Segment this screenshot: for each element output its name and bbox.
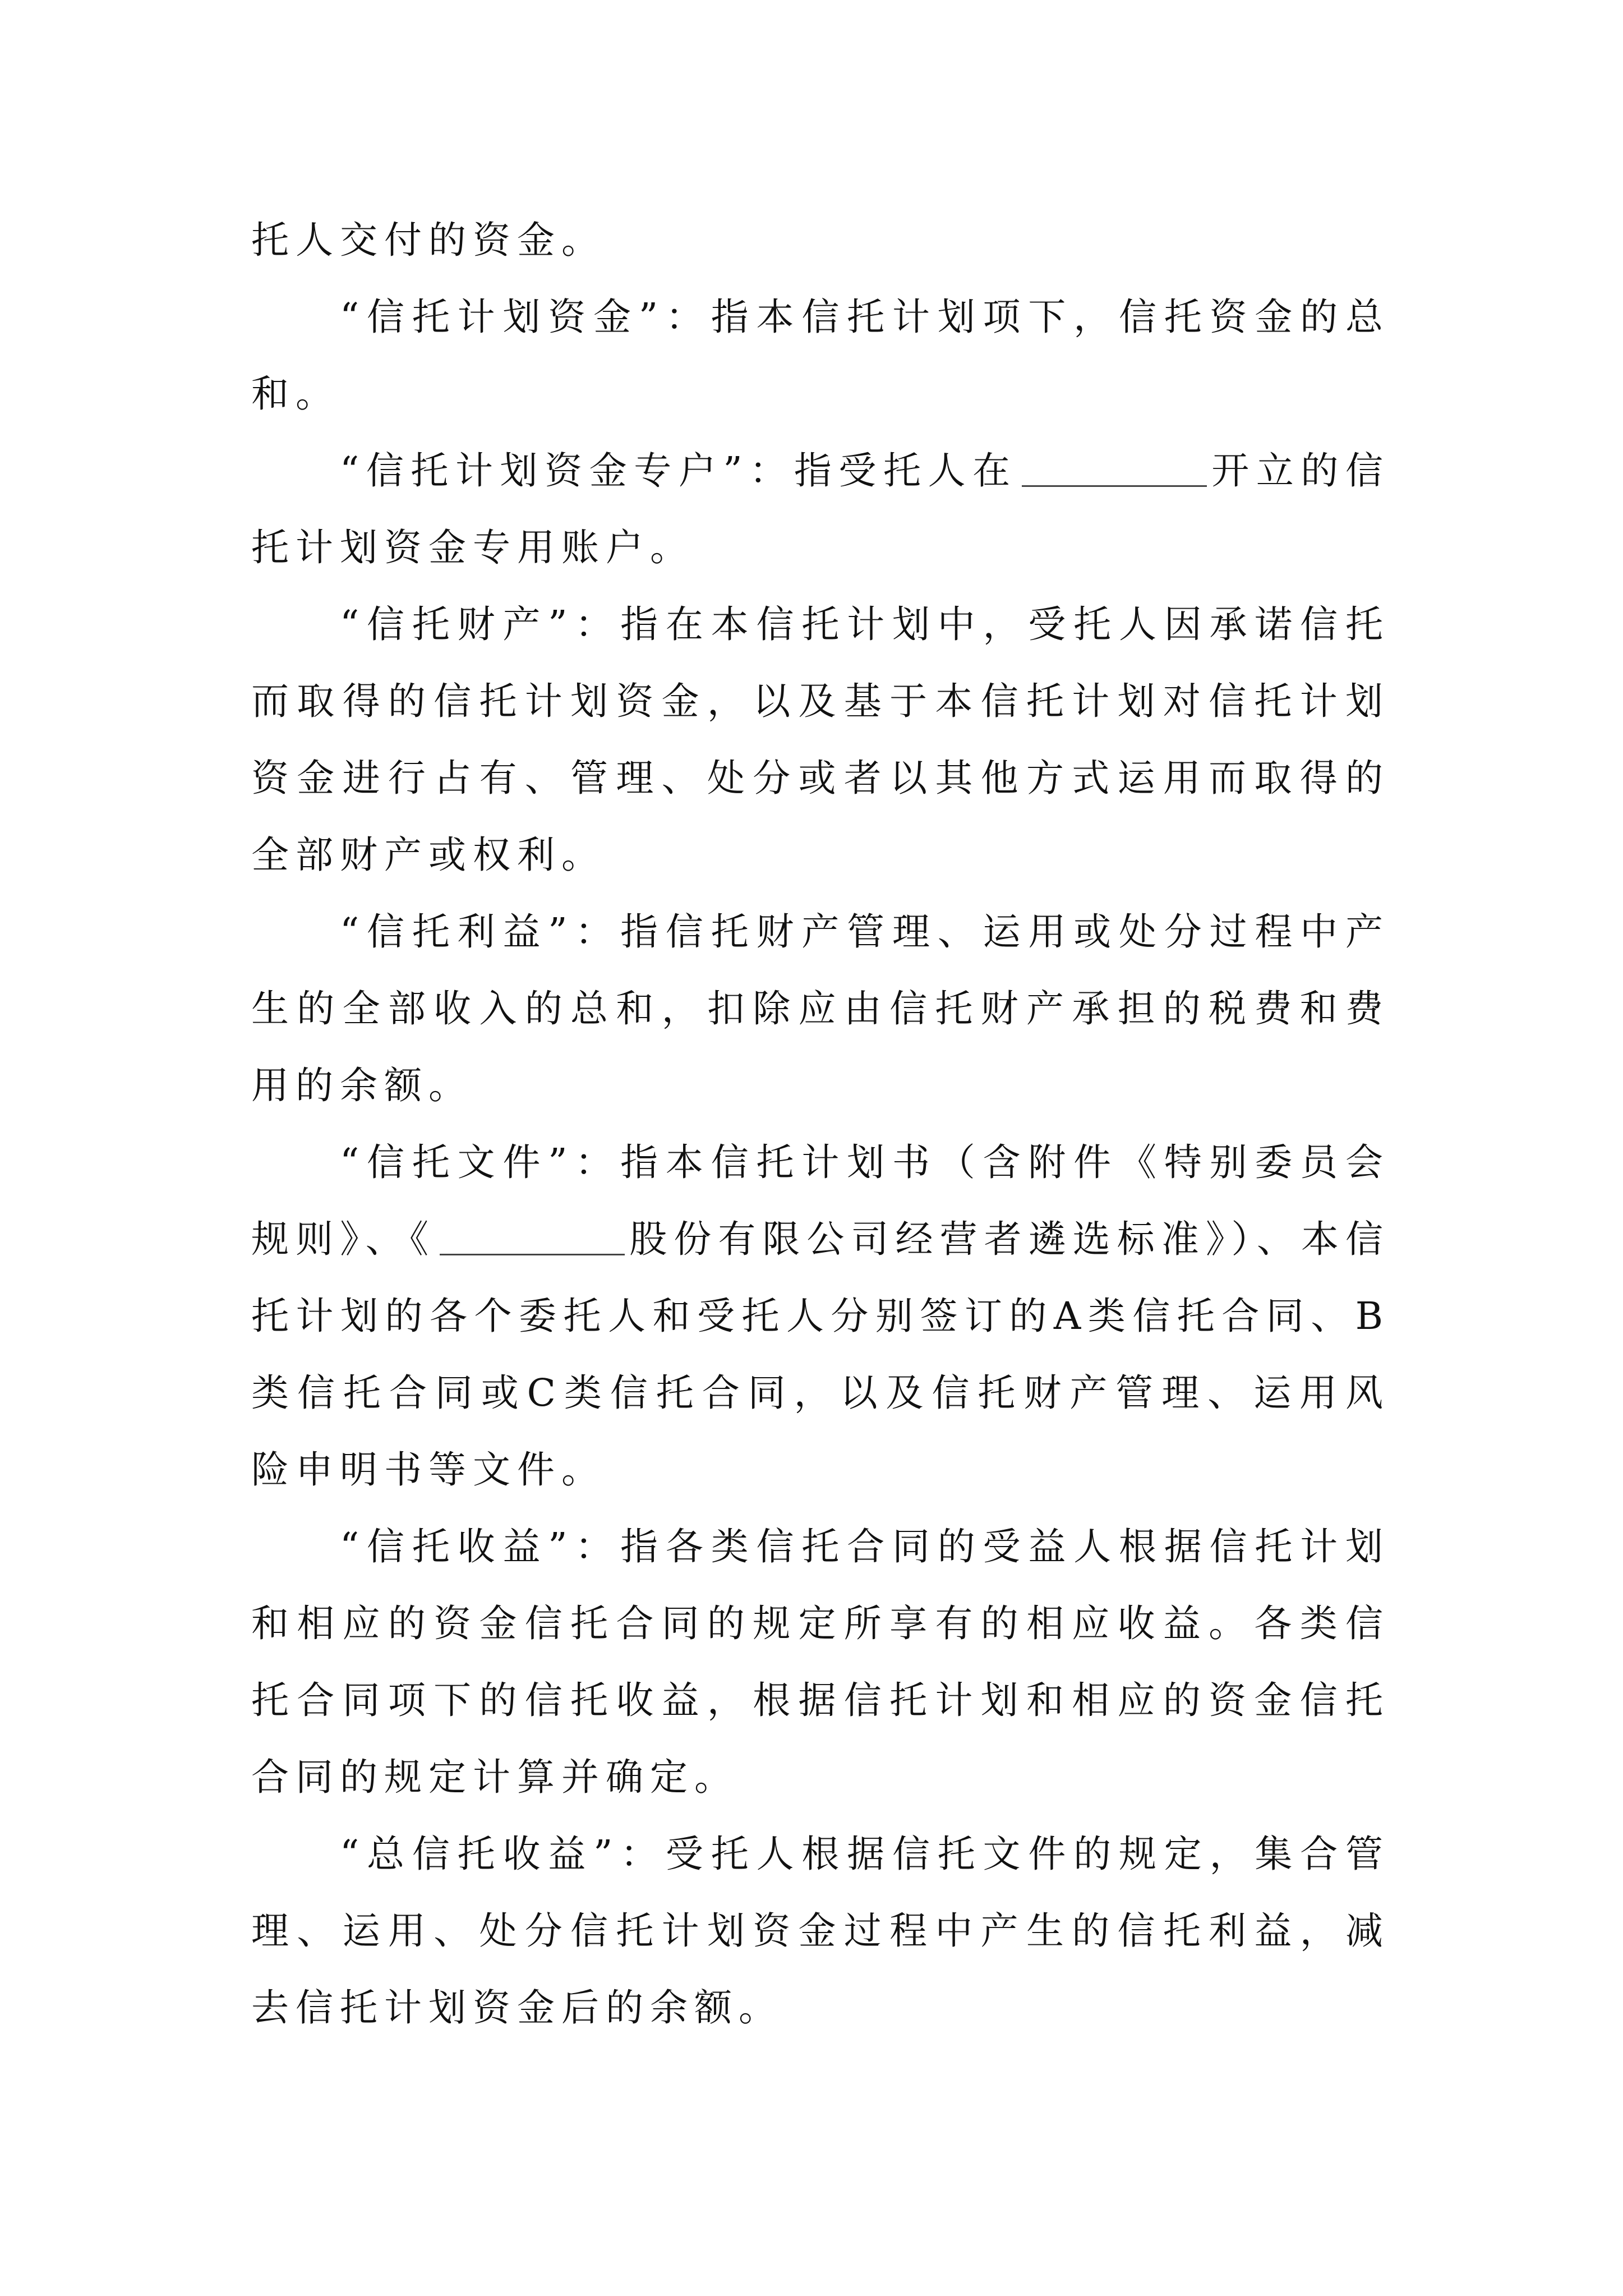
paragraph-text: “总信托收益”：受托人根据信托文件的规定，集合管理、运用、处分信托计划资金过程中产生的信托利益，减去信托计划资金后的余额。	[251, 1832, 1390, 2030]
paragraph-text: 托人交付的资金。	[251, 218, 606, 262]
definition-trust-income	[251, 1508, 1390, 1816]
paragraph-text: “信托计划资金专户”：指受托人在	[340, 449, 1017, 493]
paragraph-continuation	[251, 202, 1390, 279]
fill-in-blank	[440, 1220, 625, 1255]
paragraph-text: 股份有限公司经营者遴选标准》）、本信托计划的各个委托人和受托人分别签订的A类信托合同、B类信托合同或C类信托合同，以及信托财产管理、运用风险申明书等文件。	[251, 1217, 1390, 1492]
definition-total-trust-income	[251, 1816, 1390, 2046]
definition-trust-plan-account	[251, 432, 1390, 586]
paragraph-text: “信托利益”：指信托财产管理、运用或处分过程中产生的全部收入的总和，扣除应由信托财产承担的税费和费用的余额。	[251, 910, 1390, 1107]
definition-trust-plan-funds	[251, 279, 1390, 432]
paragraph-text: “信托财产”：指在本信托计划中，受托人因承诺信托而取得的信托计划资金，以及基于本信托计划对信托计划资金进行占有、管理、处分或者以其他方式运用而取得的全部财产或权利。	[251, 602, 1390, 877]
fill-in-blank	[1022, 452, 1207, 487]
paragraph-text: 开立的信托计划资金专用账户。	[251, 449, 1390, 569]
definition-trust-documents	[251, 1124, 1390, 1508]
paragraph-text: “信托文件”：指本信托计划书（含附件《特别委员会规则》、《	[251, 1140, 1390, 1261]
definition-trust-benefit	[251, 894, 1390, 1124]
paragraph-text: “信托计划资金”：指本信托计划项下，信托资金的总和。	[251, 295, 1390, 416]
document-body	[251, 202, 1390, 2046]
definition-trust-property	[251, 586, 1390, 894]
paragraph-text: “信托收益”：指各类信托合同的受益人根据信托计划和相应的资金信托合同的规定所享有的相应收益。各类信托合同项下的信托收益，根据信托计划和相应的资金信托合同的规定计算并确定。	[251, 1525, 1390, 1799]
